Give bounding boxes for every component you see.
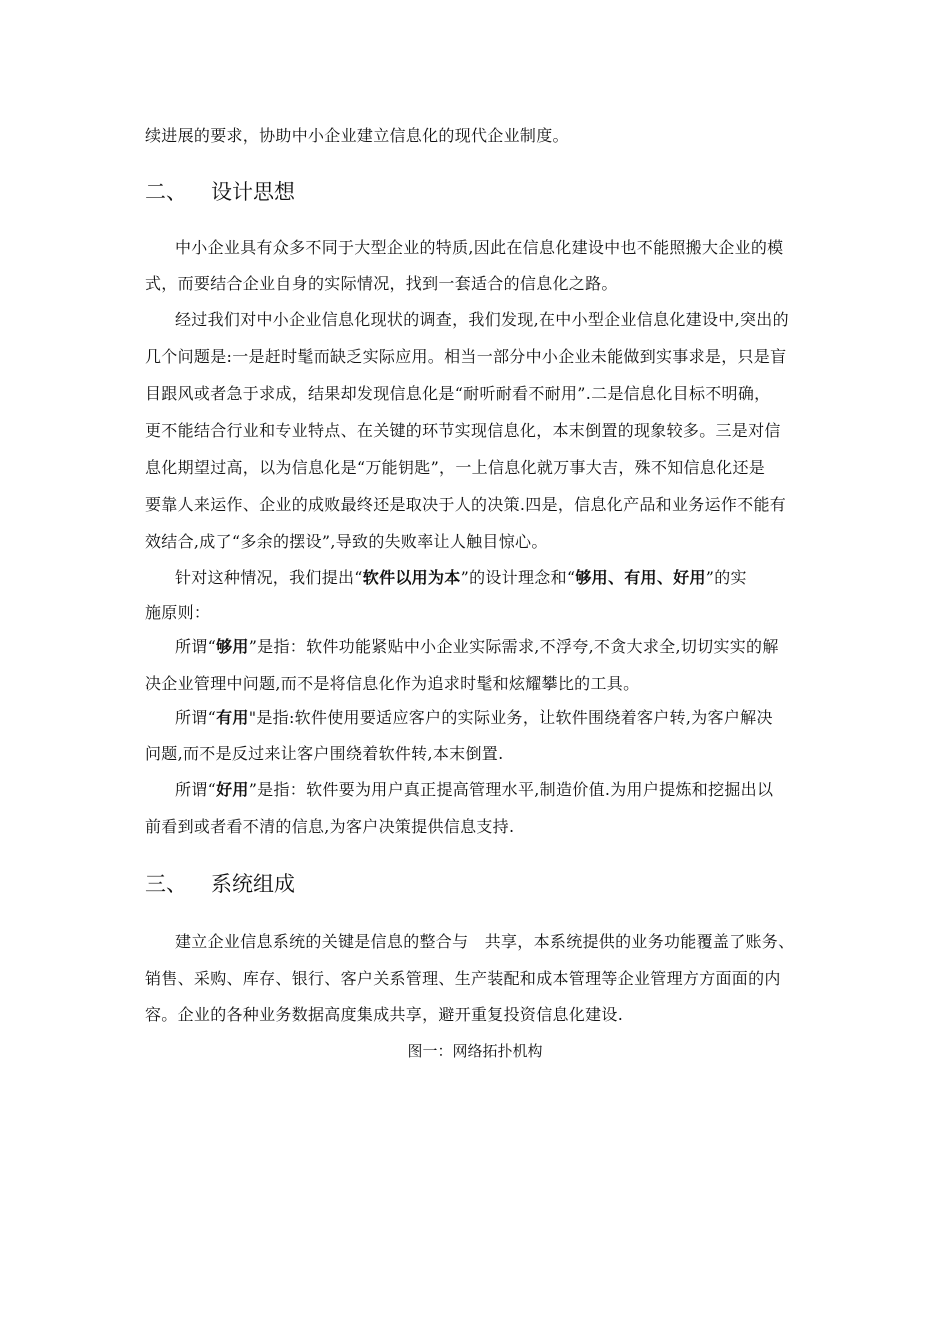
paragraph-line: 式，而要结合企业自身的实际情况，找到一套适合的信息化之路。 — [145, 274, 618, 293]
paragraph-line — [175, 779, 773, 801]
paragraph-line: 要靠人来运作、企业的成败最终还是取决于人的决策.四是，信息化产品和业务运作不能有 — [145, 495, 787, 514]
bold-term: 够用 — [216, 637, 249, 656]
paragraph-line — [175, 636, 779, 658]
paragraph-line: 容。企业的各种业务数据高度集成共享，避开重复投资信息化建设. — [145, 1005, 624, 1024]
section-heading-design-idea — [145, 178, 295, 206]
text-run: ”是指：软件功能紧贴中小企业实际需求,不浮夸,不贪大求全,切切实实的解 — [248, 637, 779, 656]
bold-term: 有用 — [216, 708, 249, 727]
paragraph-line: 决企业管理中问题,而不是将信息化作为追求时髦和炫耀攀比的工具。 — [145, 674, 640, 693]
paragraph-line: 中小企业具有众多不同于大型企业的特质,因此在信息化建设中也不能照搬大企业的模 — [175, 238, 784, 257]
paragraph-line: 经过我们对中小企业信息化现状的调查，我们发现,在中小型企业信息化建设中,突出的 — [175, 310, 789, 329]
paragraph-line: 效结合,成了“多余的摆设”,导致的失败率让人触目惊心。 — [145, 532, 548, 551]
text-run: 针对这种情况，我们提出“ — [175, 568, 363, 587]
paragraph-line: 息化期望过高，以为信息化是“万能钥匙”，一上信息化就万事大吉，殊不知信息化还是 — [145, 458, 766, 477]
paragraph-line: 目跟风或者急于求成，结果却发现信息化是“耐听耐看不耐用”.二是信息化目标不明确， — [145, 384, 771, 403]
text-run: ”的设计理念和“ — [460, 568, 576, 587]
paragraph-line: 几个问题是:一是赶时髦而缺乏实际应用。相当一部分中小企业未能做到实事求是，只是盲 — [145, 347, 787, 366]
intro-line: 续进展的要求，协助中小企业建立信息化的现代企业制度。 — [145, 126, 569, 145]
section-title: 系统组成 — [211, 872, 295, 896]
paragraph-line: 问题,而不是反过来让客户围绕着软件转,本末倒置. — [145, 744, 504, 763]
section-number: 三、 — [145, 872, 187, 896]
text-run: 所谓“ — [175, 708, 217, 727]
paragraph-line: 销售、采购、库存、银行、客户关系管理、生产装配和成本管理等企业管理方方面面的内 — [145, 969, 781, 988]
paragraph-line — [175, 567, 747, 589]
bold-term: 软件以用为本 — [362, 568, 461, 587]
bold-term: 够用、有用、好用 — [575, 568, 706, 587]
text-run: 所谓“ — [175, 780, 217, 799]
paragraph-line — [175, 707, 773, 729]
section-heading-system-composition — [145, 870, 295, 898]
paragraph-line: 更不能结合行业和专业特点、在关键的环节实现信息化，本末倒置的现象较多。三是对信 — [145, 421, 781, 440]
text-run: "是指:软件使用要适应客户的实际业务，让软件围绕着客户转,为客户解决 — [248, 708, 773, 727]
paragraph-line: 前看到或者看不清的信息,为客户决策提供信息支持. — [145, 817, 515, 836]
paragraph-line: 建立企业信息系统的关键是信息的整合与 共享，本系统提供的业务功能覆盖了账务、 — [175, 932, 795, 951]
figure-caption: 图一：网络拓扑机构 — [407, 1042, 543, 1060]
paragraph-line: 施原则： — [145, 603, 211, 622]
text-run: ”是指：软件要为用户真正提高管理水平,制造价值.为用户提炼和挖掘出以 — [248, 780, 774, 799]
section-number: 二、 — [145, 180, 187, 204]
text-run: ”的实 — [705, 568, 747, 587]
bold-term: 好用 — [216, 780, 249, 799]
text-run: 所谓“ — [175, 637, 217, 656]
section-title: 设计思想 — [211, 180, 295, 204]
